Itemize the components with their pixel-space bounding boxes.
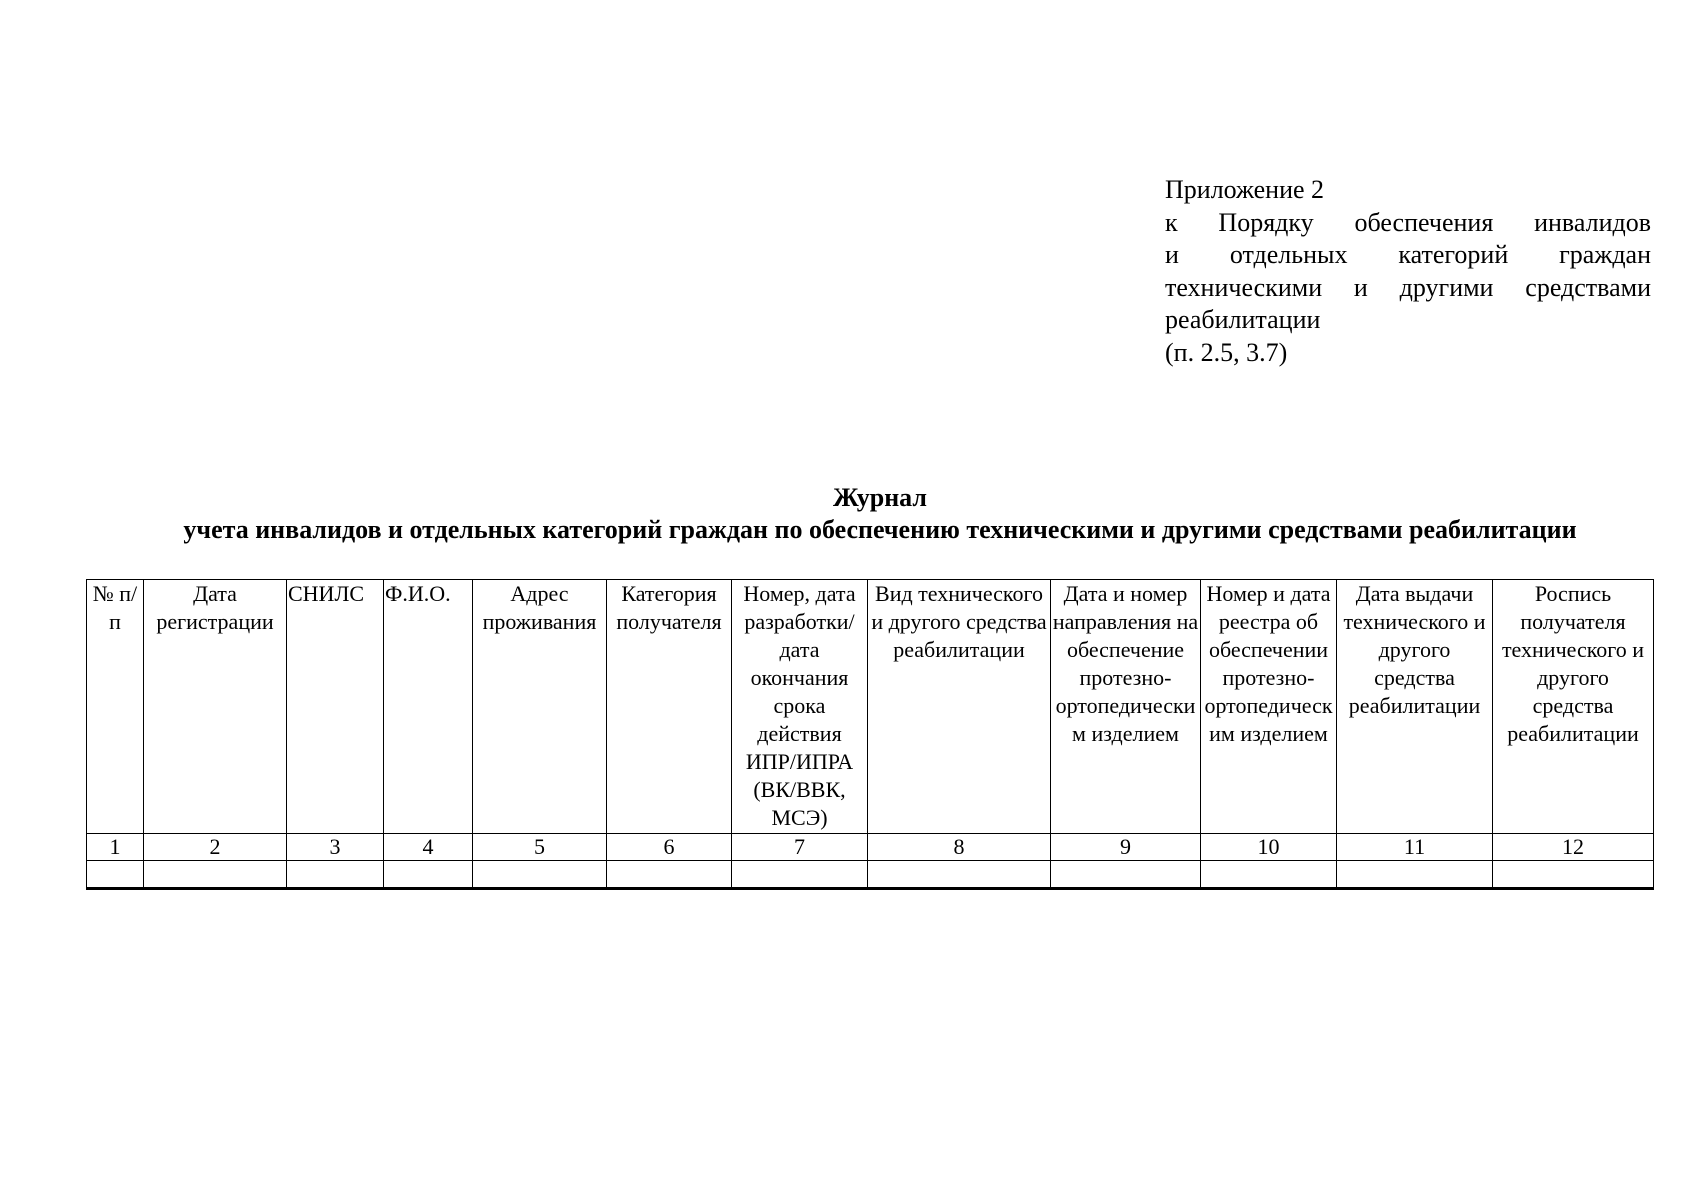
header-cell-ipr-number-date: Номер, дата разработки/ дата окончания срока действия ИПР/ИПРА (ВК/ВВК, МСЭ) xyxy=(732,580,868,834)
journal-title: Журнал xyxy=(833,483,927,512)
empty-cell xyxy=(607,861,732,889)
appendix-reference: (п. 2.5, 3.7) xyxy=(1165,337,1288,367)
column-number: 1 xyxy=(87,834,144,861)
header-cell-full-name: Ф.И.О. xyxy=(384,580,473,834)
appendix-line-1: к Порядку обеспечения инвалидов xyxy=(1165,207,1651,237)
empty-cell xyxy=(1337,861,1493,889)
column-number: 11 xyxy=(1337,834,1493,861)
appendix-title: Приложение 2 xyxy=(1165,175,1325,204)
column-number: 4 xyxy=(384,834,473,861)
header-cell-referral-date-number: Дата и номер направления на обеспечение протезно-ортопедическим изделием xyxy=(1051,580,1201,834)
column-number-row xyxy=(87,834,1654,861)
empty-cell xyxy=(868,861,1051,889)
column-number: 2 xyxy=(144,834,287,861)
empty-cell xyxy=(1051,861,1201,889)
empty-cell xyxy=(1493,861,1654,889)
table-header-row xyxy=(87,580,1654,834)
column-number: 12 xyxy=(1493,834,1654,861)
header-cell-number: № п/п xyxy=(87,580,144,834)
column-number: 7 xyxy=(732,834,868,861)
appendix-block xyxy=(1165,174,1651,369)
header-cell-snils: СНИЛС xyxy=(287,580,384,834)
column-number: 8 xyxy=(868,834,1051,861)
header-cell-rehab-device-type: Вид технического и другого средства реабилитации xyxy=(868,580,1051,834)
column-number: 3 xyxy=(287,834,384,861)
empty-cell xyxy=(473,861,607,889)
table-row xyxy=(87,861,1654,889)
empty-cell xyxy=(87,861,144,889)
appendix-line-2: и отдельных категорий граждан xyxy=(1165,240,1651,269)
header-cell-registration-date: Дата регистрации xyxy=(144,580,287,834)
empty-cell xyxy=(384,861,473,889)
column-number: 5 xyxy=(473,834,607,861)
header-cell-address: Адрес проживания xyxy=(473,580,607,834)
empty-cell xyxy=(144,861,287,889)
column-number: 9 xyxy=(1051,834,1201,861)
header-cell-registry-number-date: Номер и дата реестра об обеспечении протезно-ортопедическим изделием xyxy=(1201,580,1337,834)
empty-cell xyxy=(732,861,868,889)
column-number: 6 xyxy=(607,834,732,861)
journal-subtitle: учета инвалидов и отдельных категорий граждан по обеспечению техническими и другими средствами реабилитации xyxy=(183,515,1577,544)
journal-table xyxy=(86,579,1654,890)
empty-cell xyxy=(1201,861,1337,889)
header-cell-issue-date: Дата выдачи технического и другого средства реабилитации xyxy=(1337,580,1493,834)
header-cell-recipient-signature: Роспись получателя технического и другого средства реабилитации xyxy=(1493,580,1654,834)
column-number: 10 xyxy=(1201,834,1337,861)
empty-cell xyxy=(287,861,384,889)
header-cell-recipient-category: Категория получателя xyxy=(607,580,732,834)
appendix-line-4: реабилитации xyxy=(1165,305,1321,334)
appendix-line-3: техническими и другими средствами xyxy=(1165,272,1651,302)
